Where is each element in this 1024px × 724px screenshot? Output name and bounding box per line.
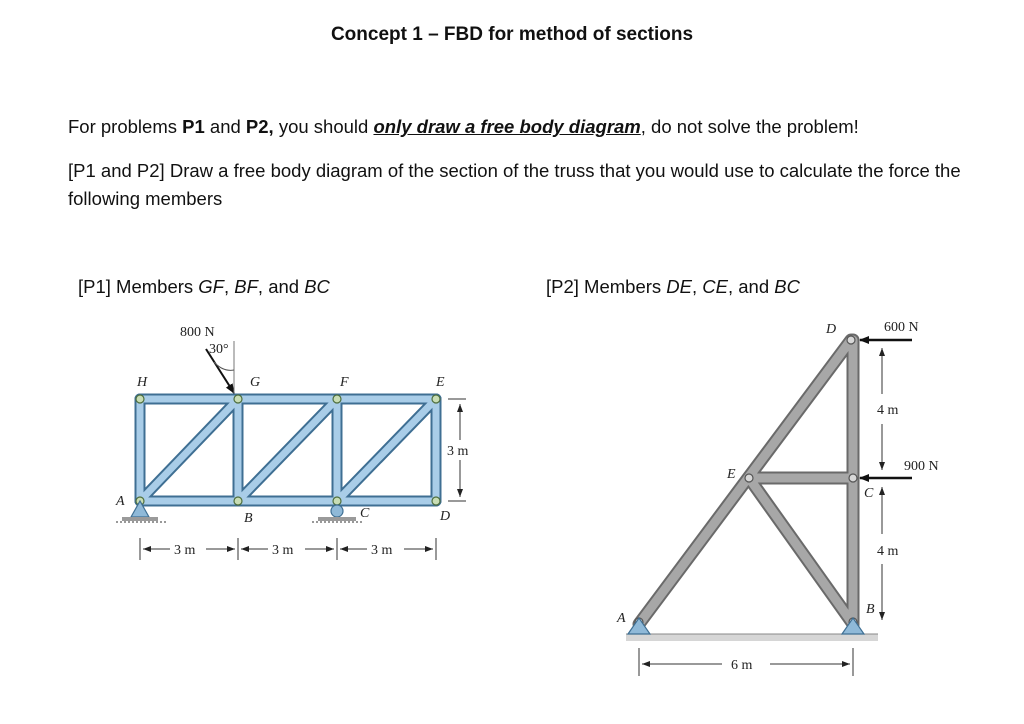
problem2-sep2: , and bbox=[727, 276, 775, 297]
problem1-member-gf: GF bbox=[198, 276, 224, 297]
problem1-sep2: , and bbox=[257, 276, 305, 297]
node-a2-label: A bbox=[617, 611, 626, 626]
span-1-label: 3 m bbox=[174, 543, 196, 558]
height-3m-label: 3 m bbox=[447, 444, 469, 459]
node-e-label: E bbox=[436, 375, 445, 390]
node-c-label: C bbox=[360, 506, 370, 521]
node-g-label: G bbox=[250, 375, 261, 390]
problem2-member-de: DE bbox=[666, 276, 692, 297]
truss-p1 bbox=[115, 325, 469, 560]
intro-text-mid: you should bbox=[273, 116, 374, 137]
span-2-label: 3 m bbox=[272, 543, 294, 558]
node-b2-label: B bbox=[866, 602, 875, 617]
problem2-member-ce: CE bbox=[702, 276, 728, 297]
node-d2-label: D bbox=[826, 322, 837, 337]
problem2-sep1: , bbox=[692, 276, 703, 297]
ground-p2 bbox=[626, 634, 878, 641]
intro-and: and bbox=[204, 116, 246, 137]
load-800n-label: 800 N bbox=[180, 325, 215, 340]
instruction-prefix: [P1 and P2] bbox=[68, 160, 165, 181]
truss-p2 bbox=[616, 320, 939, 676]
problem2-label-prefix: [P2] Members bbox=[546, 276, 667, 297]
load-900n-label: 900 N bbox=[904, 459, 939, 474]
node-f-label: F bbox=[340, 375, 349, 390]
problem2-member-bc: BC bbox=[774, 276, 800, 297]
roller-support-c-icon bbox=[312, 505, 362, 522]
base-6m-label: 6 m bbox=[731, 658, 753, 673]
node-e2-label: E bbox=[727, 467, 736, 482]
intro-emphasis: only draw a free body diagram bbox=[373, 116, 641, 137]
page-title: Concept 1 – FBD for method of sections bbox=[330, 24, 694, 45]
load-600n-label: 600 N bbox=[884, 320, 919, 335]
node-c2-label: C bbox=[864, 486, 874, 501]
problem1-label-prefix: [P1] Members bbox=[78, 276, 199, 297]
node-h-label: H bbox=[137, 375, 148, 390]
instruction-text: Draw a free body diagram of the section of the truss that you would use to calculate the force the following members bbox=[68, 160, 961, 209]
span-3-label: 3 m bbox=[371, 543, 393, 558]
problem1-member-bf: BF bbox=[234, 276, 258, 297]
angle-30-label: 30° bbox=[209, 342, 229, 357]
node-d-label: D bbox=[440, 509, 451, 524]
node-b-label: B bbox=[244, 511, 253, 526]
intro-p1: P1 bbox=[182, 116, 205, 137]
problem1-sep1: , bbox=[224, 276, 235, 297]
node-a-label: A bbox=[116, 494, 125, 509]
problem1-member-bc: BC bbox=[304, 276, 330, 297]
upper-height-label: 4 m bbox=[877, 403, 899, 418]
intro-text-after: , do not solve the problem! bbox=[640, 116, 859, 137]
intro-text-before: For problems bbox=[68, 116, 183, 137]
lower-height-label: 4 m bbox=[877, 544, 899, 559]
intro-p2: P2, bbox=[245, 116, 274, 137]
